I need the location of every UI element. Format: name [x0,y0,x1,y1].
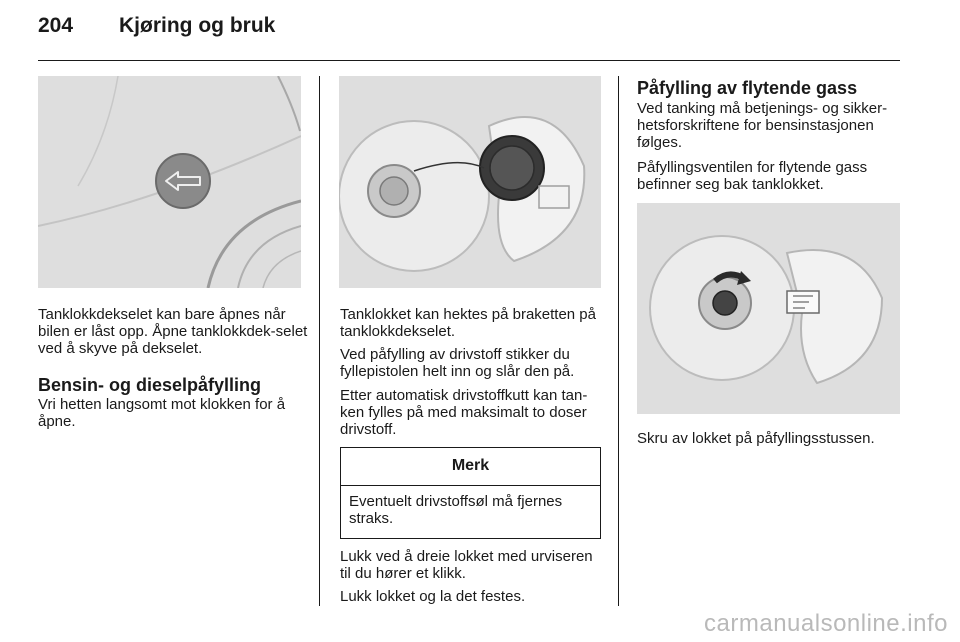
watermark: carmanualsonline.info [704,610,948,637]
lpg-safety-text: Ved tanking må betjenings- og sikker-hetsforskriftene for bensinstasjonen følges. [637,100,888,151]
auto-cutoff-text: Etter automatisk drivstoffkutt kan tan-ken fylles på med maksimalt to doser drivstoff. [340,387,588,438]
note-text: Eventuelt drivstoffsøl må fjernes straks. [349,493,563,527]
hook-cap-text: Tanklokket kan hektes på braketten på tanklokkdekselet. [340,306,596,340]
fuel-flap-open-text: Tanklokkdekselet kan bare åpnes når bilen er låst opp. Åpne tanklokkdek-selet ved å skyve på dekselet. [38,306,308,357]
fuel-flap-drawing [38,76,301,288]
refuel-nozzle-text: Ved påfylling av drivstoff stikker du fyllepistolen helt inn og slår den på. [340,346,575,380]
fuel-flap-illustration [38,76,301,288]
close-flap-text: Lukk lokket og la det festes. [340,588,526,605]
close-cap-text: Lukk ved å dreie lokket med urviseren til du hører et klikk. [340,548,593,582]
fuel-cap-drawing [339,76,601,288]
lpg-valve-drawing [637,203,900,414]
fuel-cap-illustration [339,76,601,288]
header-rule [38,60,900,61]
lpg-valve-location-text: Påfyllingsventilen for flytende gass befinner seg bak tanklokket. [637,159,868,193]
column-divider-left [319,76,320,606]
lpg-valve-illustration [637,203,900,414]
unscrew-cap-text: Skru av lokket på påfyllingsstussen. [637,430,875,447]
turn-cap-text: Vri hetten langsomt mot klokken for å åpne. [38,396,286,430]
note-title: Merk [451,457,490,474]
column-divider-right [618,76,619,606]
petrol-diesel-heading: Bensin- og dieselpåfylling [38,375,262,395]
lpg-heading: Påfylling av flytende gass [637,78,858,98]
note-box [340,447,601,539]
note-divider [341,485,600,486]
chapter-title: Kjøring og bruk [119,14,276,37]
page-number: 204 [38,14,74,37]
